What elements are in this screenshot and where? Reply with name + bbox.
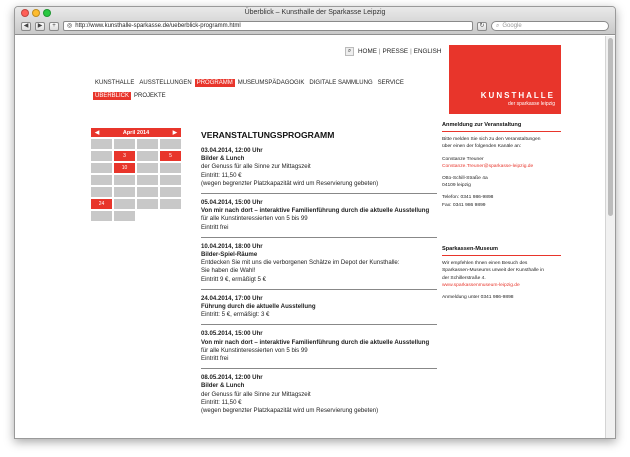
calendar-day <box>114 211 135 221</box>
browser-window <box>14 6 616 439</box>
calendar-day <box>137 175 158 185</box>
reload-button[interactable]: ↻ <box>477 22 487 31</box>
presse-link[interactable]: PRESSE <box>382 48 409 55</box>
calendar-day <box>114 175 135 185</box>
address-bar[interactable] <box>63 21 473 31</box>
event-line: Eintritt: 11,50 € <box>201 171 242 179</box>
calendar-day <box>91 187 112 197</box>
logo-subtitle: der sparkasse leipzig <box>508 101 555 107</box>
event-line: für alle Kunstinteressierten von 5 bis 99 <box>201 346 308 354</box>
next-month-icon[interactable]: ▶ <box>172 129 177 136</box>
museum-intro: Wir empfehlen Ihnen einen Besuch des <box>442 261 528 267</box>
event-line: (wegen begrenzter Platzkapazität wird um Reservierung gebeten) <box>201 179 379 187</box>
divider: | <box>378 48 381 55</box>
scrollbar-thumb[interactable] <box>608 38 613 216</box>
event-title[interactable]: Bilder-Spiel-Räume <box>201 251 258 259</box>
calendar-event-day[interactable]: 24 <box>91 199 112 209</box>
event-item <box>201 330 437 369</box>
event-line: Sie haben die Wahl! <box>201 267 256 275</box>
sub-navigation <box>93 92 168 100</box>
logo-title: KUNSTHALLE <box>480 91 555 100</box>
back-button[interactable]: ◀ <box>21 22 31 31</box>
kunsthalle-logo[interactable] <box>449 45 561 114</box>
registration-intro: über einen der folgenden Kanäle an: <box>442 144 522 150</box>
calendar-day <box>137 199 158 209</box>
event-line: für alle Kunstinteressierten von 5 bis 99 <box>201 215 308 223</box>
registration-box <box>442 122 561 209</box>
calendar-month: April 2014 <box>122 129 150 136</box>
calendar-day <box>114 187 135 197</box>
contact-email-link[interactable]: Constanze.Treuner@sparkasse-leipzig.de <box>442 163 534 169</box>
prev-month-icon[interactable]: ◀ <box>95 129 100 136</box>
event-line: Eintritt 9 €, ermäßigt 5 € <box>201 275 267 283</box>
contact-street: Otto-Schill-Straße 4a <box>442 176 488 182</box>
home-link[interactable]: HOME <box>358 48 377 55</box>
calendar-day <box>91 151 112 161</box>
english-link[interactable]: ENGLISH <box>413 48 442 55</box>
museum-link[interactable]: www.sparkassenmuseum-leipzig.de <box>442 282 520 288</box>
calendar-day <box>160 163 181 173</box>
calendar-day <box>137 163 158 173</box>
calendar-day <box>160 175 181 185</box>
calendar-event-day[interactable]: 10 <box>114 163 135 173</box>
event-item <box>201 243 437 290</box>
calendar-grid <box>91 139 181 221</box>
top-navigation <box>345 47 441 56</box>
divider: | <box>410 48 412 55</box>
search-icon: ⌕ <box>496 23 500 29</box>
event-date: 05.04.2014, 15:00 Uhr <box>201 199 263 207</box>
main-navigation <box>93 79 406 87</box>
registration-heading: Anmeldung zur Veranstaltung <box>442 122 561 132</box>
calendar-day <box>91 163 112 173</box>
event-date: 03.05.2014, 15:00 Uhr <box>201 330 263 338</box>
museum-phone: Anmeldung unter 0341 986-9898 <box>442 295 514 301</box>
title-bar <box>15 7 615 35</box>
contact-fax: Fax: 0341 986 9899 <box>442 202 486 208</box>
calendar-event-day[interactable]: 3 <box>114 151 135 161</box>
globe-icon: ◎ <box>67 23 73 29</box>
event-date: 24.04.2014, 17:00 Uhr <box>201 294 263 302</box>
event-title[interactable]: Bilder & Lunch <box>201 382 245 390</box>
url-text: http://www.kunsthalle-sparkasse.de/ueberblick-programm.html <box>75 23 241 29</box>
event-item <box>201 295 437 326</box>
calendar-day <box>137 151 158 161</box>
forward-button[interactable]: ▶ <box>35 22 45 31</box>
calendar-event-day[interactable]: 5 <box>160 151 181 161</box>
nav-item-kunsthalle[interactable]: KUNSTHALLE <box>95 80 135 86</box>
event-line: Eintritt frei <box>201 355 229 363</box>
calendar-day <box>114 139 135 149</box>
vertical-scrollbar[interactable] <box>605 36 615 438</box>
nav-item-digitale-sammlung[interactable]: DIGITALE SAMMLUNG <box>309 80 373 86</box>
museum-heading: Sparkassen-Museum <box>442 246 561 256</box>
calendar-day <box>160 199 181 209</box>
event-date: 10.04.2014, 18:00 Uhr <box>201 242 263 250</box>
event-date: 03.04.2014, 12:00 Uhr <box>201 147 263 154</box>
event-date: 08.05.2014, 12:00 Uhr <box>201 374 263 382</box>
museum-intro: der Schillerstraße 4. <box>442 275 486 281</box>
calendar-day <box>137 187 158 197</box>
contact-phone: Telefon: 0341 986-9898 <box>442 195 494 201</box>
event-title[interactable]: Bilder & Lunch <box>201 155 245 163</box>
event-title[interactable]: Von mir nach dort – interaktive Familienführung durch die aktuelle Ausstellung <box>201 207 430 215</box>
museum-intro: Sparkassen-Museums unweit der Kunsthalle in <box>442 268 544 274</box>
event-line: Entdecken Sie mit uns die verborgenen Schätze im Depot der Kunsthalle: <box>201 259 400 267</box>
page-content <box>15 36 615 438</box>
subnav-item-ueberblick[interactable]: ÜBERBLICK <box>95 93 130 99</box>
event-line: der Genuss für alle Sinne zur Mittagszeit <box>201 163 311 171</box>
program-list <box>201 130 437 425</box>
event-line: Eintritt frei <box>201 223 229 231</box>
event-title[interactable]: Führung durch die aktuelle Ausstellung <box>201 303 316 311</box>
subnav-item-projekte[interactable]: PROJEKTE <box>134 93 166 99</box>
page-title: VERANSTALTUNGSPROGRAMM <box>201 130 335 140</box>
event-line: (wegen begrenzter Platzkapazität wird um Reservierung gebeten) <box>201 407 379 415</box>
event-line: Eintritt: 5 €, ermäßigt: 3 € <box>201 311 270 319</box>
event-item <box>201 147 437 194</box>
calendar-day <box>160 139 181 149</box>
event-title[interactable]: Von mir nach dort – interaktive Familienführung durch die aktuelle Ausstellung <box>201 338 430 346</box>
event-item <box>201 199 437 238</box>
calendar-day <box>91 139 112 149</box>
nav-item-service[interactable]: SERVICE <box>377 80 404 86</box>
contact-city: 04109 leipzig <box>442 183 471 189</box>
contact-name: Constanze Treuner <box>442 156 484 162</box>
museum-box <box>442 246 561 301</box>
search-placeholder: Google <box>502 23 522 29</box>
search-field[interactable] <box>491 21 609 31</box>
nav-item-programm[interactable]: PROGRAMM <box>196 80 233 86</box>
calendar-day <box>137 139 158 149</box>
window-title: Überblick – Kunsthalle der Sparkasse Leipzig <box>244 9 386 16</box>
calendar-day <box>160 211 181 221</box>
calendar-day <box>114 199 135 209</box>
event-line: der Genuss für alle Sinne zur Mittagszeit <box>201 390 311 398</box>
event-item <box>201 374 437 420</box>
calendar-day <box>137 211 158 221</box>
calendar-header <box>91 128 181 137</box>
nav-item-ausstellungen[interactable]: AUSSTELLUNGEN <box>139 80 192 86</box>
new-tab-button[interactable]: + <box>49 22 59 31</box>
registration-intro: Bitte melden Sie sich zu den Veranstaltungen <box>442 137 541 143</box>
event-line: Eintritt: 11,50 € <box>201 398 242 406</box>
nav-item-museumspaedagogik[interactable]: MUSEUMSPÄDAGOGIK <box>237 80 305 86</box>
calendar-day <box>91 175 112 185</box>
calendar-day <box>160 187 181 197</box>
event-calendar <box>91 128 181 221</box>
calendar-day <box>91 211 112 221</box>
browser-toolbar <box>21 20 609 32</box>
search-icon[interactable]: ⌕ <box>345 47 354 56</box>
